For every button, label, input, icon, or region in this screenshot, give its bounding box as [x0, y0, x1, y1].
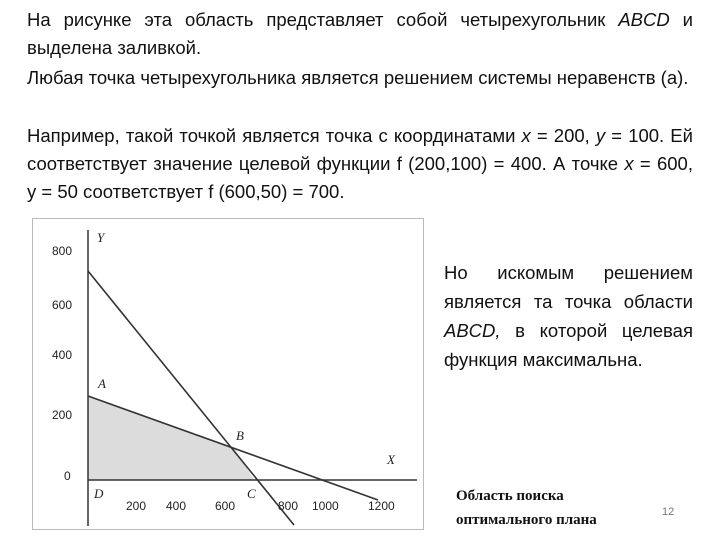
p3-var-x: x	[521, 125, 531, 146]
graph-frame	[33, 219, 424, 530]
p2-text: Любая точка четырехугольника является решением системы неравенств (а).	[27, 67, 689, 88]
y-axis-label: Y	[97, 230, 105, 245]
side-abcd: ABCD,	[444, 320, 501, 341]
p1-text-end: и выделена заливкой.	[27, 9, 693, 58]
side-text-a: Но искомым решением является та точка области	[444, 262, 693, 312]
y-tick-0: 0	[64, 469, 71, 483]
feasible-region-graph	[32, 218, 424, 530]
caption-line-1: Область поиска	[456, 488, 564, 504]
x-tick-1200: 1200	[368, 499, 395, 513]
p3-text-b: = 200,	[530, 125, 596, 146]
side-text-b: в которой целевая функция максимальна.	[444, 320, 693, 370]
point-d-label: D	[94, 486, 104, 501]
graph-caption	[456, 484, 656, 532]
point-c-label: C	[247, 486, 256, 501]
y-tick-800: 800	[52, 244, 73, 258]
paragraph-any-point	[27, 64, 693, 92]
p1-abcd: ABCD	[618, 9, 670, 30]
point-b-label: B	[236, 428, 244, 443]
p3-text-c: = 100. Ей соответствует значение целевой функции f (200,100) = 400. А точке	[27, 125, 693, 174]
y-tick-200: 200	[52, 408, 73, 422]
p1-text: На рисунке эта область представляет собой четырехугольник	[27, 9, 619, 30]
x-tick-200: 200	[126, 499, 147, 513]
y-tick-600: 600	[52, 298, 73, 312]
point-a-label: A	[98, 376, 106, 391]
y-tick-400: 400	[52, 348, 73, 362]
x-tick-400: 400	[166, 499, 187, 513]
x-tick-600: 600	[215, 499, 236, 513]
page-number: 12	[662, 506, 675, 518]
x-axis-label: X	[387, 452, 395, 467]
paragraph-region-description	[27, 6, 693, 62]
x-tick-800: 800	[278, 499, 299, 513]
x-tick-1000: 1000	[312, 499, 339, 513]
side-paragraph-optimal	[444, 258, 693, 374]
p3-var-x2: x	[624, 153, 634, 174]
p3-text-a: Например, такой точкой является точка с координатами	[27, 125, 522, 146]
p3-text-d: = 600, y = 50 соответствует f (600,50) = 700.	[27, 153, 693, 202]
p3-var-y: y	[595, 125, 606, 146]
paragraph-example	[27, 122, 693, 206]
caption-line-2: оптимального плана	[456, 512, 597, 528]
